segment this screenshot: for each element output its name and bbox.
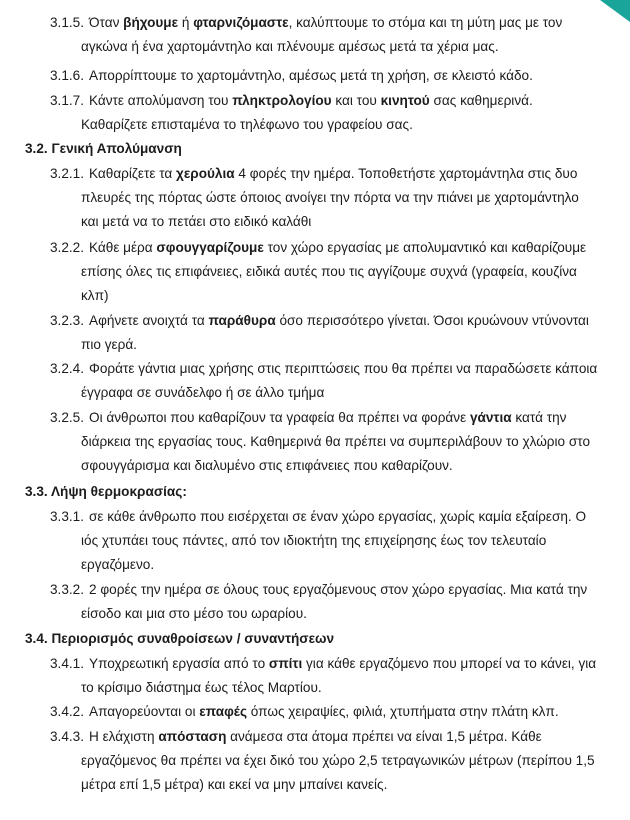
section-heading-3-3: 3.3. Λήψη θερμοκρασίας: (25, 484, 187, 499)
text-run: Φοράτε γάντια μιας χρήσης στις περιπτώσεις που θα πρέπει να παραδώσετε κάποια έγγραφα σε συνάδελφο ή σε άλλο τμήμα (81, 361, 598, 400)
item-number: 3.1.5. (50, 15, 85, 30)
text-run: Κάντε απολύμανση του (89, 93, 233, 108)
item-text (81, 652, 598, 700)
item-number: 3.3.1. (50, 509, 85, 524)
text-run: 4 φορές την ημέρα. Τοποθετήστε χαρτομάντηλα στις δυο πλευρές της πόρτας ώστε όποιος ανοίγει την πόρτα να την πιάνει με χαρτομάντηλο και μετά να το πετάει στο ειδικό καλάθι (81, 166, 579, 229)
item-text (81, 162, 598, 234)
text-run: Απορρίπτουμε το χαρτομάντηλο, αμέσως μετά τη χρήση, σε κλειστό κάδο. (89, 68, 533, 83)
text-run: 2 φορές την ημέρα σε όλους τους εργαζόμενους στον χώρο εργασίας. Μια κατά την είσοδο και μια στο μέσο του ωραρίου. (81, 582, 588, 621)
list-item-3-3-2 (50, 578, 598, 626)
text-run: για κάθε εργαζόμενο που μπορεί να το κάνει, για το κρίσιμο διάστημα έως τέλος Μαρτίου. (81, 656, 597, 695)
list-item-3-1-5 (50, 11, 598, 59)
text-run: τον χώρο εργασίας με απολυμαντικό και καθαρίζουμε επίσης όλες τις επιφάνειες, ειδικά αυτές που τις αγγίζουμε συχνά (γραφεία, κουζίνα κλπ) (81, 240, 587, 303)
item-number: 3.4.2. (50, 704, 85, 719)
section-heading-3-4: 3.4. Περιορισμός συναθροίσεων / συναντήσεων (25, 631, 335, 646)
item-text (81, 700, 598, 724)
list-item-3-4-2 (50, 700, 598, 724)
item-number: 3.4.1. (50, 656, 85, 671)
item-text (81, 578, 598, 626)
text-run: Κάθε μέρα (89, 240, 157, 255)
text-run: όσο περισσότερο γίνεται. Όσοι κρυώνουν ντύνονται πιο γερά. (81, 313, 589, 352)
text-run: , καλύπτουμε το στόμα και τη μύτη μας με τον αγκώνα ή ένα χαρτομάντηλο και πλένουμε αμέσως μετά τα χέρια μας. (81, 15, 563, 54)
text-run: ή (178, 15, 194, 30)
item-text (81, 11, 598, 59)
text-run: σας καθημερινά. Καθαρίζετε επισταμένα το τηλέφωνο του γραφείου σας. (81, 93, 533, 132)
item-number: 3.2.5. (50, 410, 85, 425)
list-item-3-2-2 (50, 236, 598, 308)
list-item-3-2-4 (50, 357, 598, 405)
item-text (81, 309, 598, 357)
item-text (81, 89, 598, 137)
item-number: 3.2.4. (50, 361, 85, 376)
text-run: όπως χειραψίες, φιλιά, χτυπήματα στην πλάτη κλπ. (247, 704, 559, 719)
text-run: Αφήνετε ανοιχτά τα (89, 313, 209, 328)
item-number: 3.4.3. (50, 729, 85, 744)
text-run: Υποχρεωτική εργασία από το (89, 656, 269, 671)
list-item-3-2-1 (50, 162, 598, 234)
bold-term: επαφές (199, 704, 248, 719)
section-heading-3-2: 3.2. Γενική Απολύμανση (25, 141, 182, 156)
list-item-3-4-1 (50, 652, 598, 700)
list-item-3-4-3 (50, 725, 598, 797)
item-text (81, 236, 598, 308)
text-run: Όταν (89, 15, 124, 30)
list-item-3-2-5 (50, 406, 598, 478)
item-number: 3.3.2. (50, 582, 85, 597)
item-text (81, 505, 598, 577)
text-run: Οι άνθρωποι που καθαρίζουν τα γραφεία θα πρέπει να φοράνε (89, 410, 470, 425)
list-item-3-1-6 (50, 64, 598, 88)
text-run: σε κάθε άνθρωπο που εισέρχεται σε έναν χώρο εργασίας, χωρίς καμία εξαίρεση. Ο ιός χτυπάει τους πάντες, από τον ιδιοκτήτη της επιχείρησης έως τον τελευταίο εργαζόμενο. (81, 509, 587, 572)
bold-term: παράθυρα (208, 313, 276, 328)
item-text (81, 406, 598, 478)
item-number: 3.2.1. (50, 166, 85, 181)
bold-term: βήχουμε (123, 15, 179, 30)
bold-term: φταρνιζόμαστε (193, 15, 289, 30)
bold-term: γάντια (469, 410, 512, 425)
item-number: 3.2.3. (50, 313, 85, 328)
bold-term: απόσταση (158, 729, 227, 744)
item-text (81, 64, 598, 88)
bold-term: χερούλια (176, 166, 235, 181)
bold-term: σφουγγαρίζουμε (156, 240, 264, 255)
bold-term: πληκτρολογίου (232, 93, 332, 108)
item-number: 3.1.6. (50, 68, 85, 83)
bold-term: κινητού (380, 93, 430, 108)
item-text (81, 357, 598, 405)
text-run: κατά την διάρκεια της εργασίας τους. Καθημερινά θα πρέπει να συμπεριλάβουν το χλώριο στο σφουγγάρισμα και διαλυμένο στις επιφάνειες που καθαρίζουν. (81, 410, 591, 473)
text-run: ανάμεσα στα άτομα πρέπει να είναι 1,5 μέτρα. Κάθε εργαζόμενος θα πρέπει να έχει δικό του χώρο 2,5 τετραγωνικών μέτρων (περίπου 1,5 μέτρα επί 1,5 μέτρα) και εκεί να μην μπαίνει κανείς. (81, 729, 595, 792)
text-run: Απαγορεύονται οι (89, 704, 200, 719)
item-number: 3.1.7. (50, 93, 85, 108)
corner-accent (600, 0, 630, 22)
item-text (81, 725, 598, 797)
text-run: Η ελάχιστη (89, 729, 159, 744)
list-item-3-3-1 (50, 505, 598, 577)
list-item-3-2-3 (50, 309, 598, 357)
text-run: Καθαρίζετε τα (89, 166, 177, 181)
list-item-3-1-7 (50, 89, 598, 137)
text-run: και του (331, 93, 381, 108)
bold-term: σπίτι (268, 656, 303, 671)
item-number: 3.2.2. (50, 240, 85, 255)
